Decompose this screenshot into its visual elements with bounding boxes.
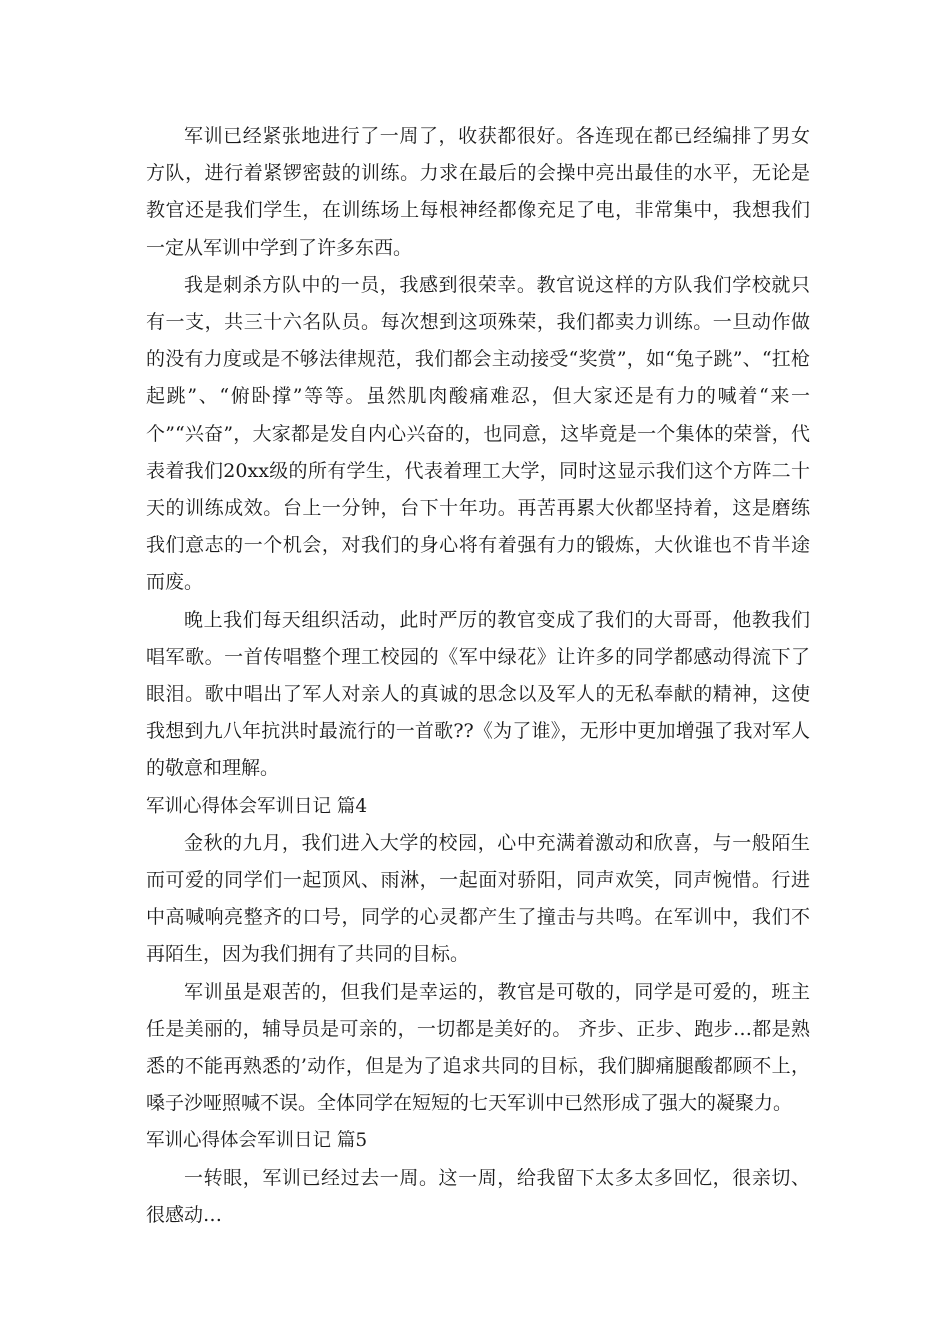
- paragraph-1: 军训已经紧张地进行了一周了，收获都很好。各连现在都已经编排了男女方队，进行着紧锣密鼓的训练。力求在最后的会操中亮出最佳的水平，无论是教官还是我们学生，在训练场上每根神经都像充足了电，非常集中，我想我们一定从军训中学到了许多东西。: [146, 125, 810, 259]
- paragraph-4: 金秋的九月，我们进入大学的校园，心中充满着激动和欣喜，与一般陌生而可爱的同学们一起顶风、雨淋，一起面对骄阳，同声欢笑，同声惋惜。行进中高喊响亮整齐的口号，同学的心灵都产生了撞击与共鸣。在军训中，我们不再陌生，因为我们拥有了共同的目标。: [146, 831, 810, 966]
- section-heading-5: 军训心得体会军训日记 篇5: [146, 1130, 368, 1152]
- paragraph-6: 一转眼，军训已经过去一周。这一周，给我留下太多太多回忆，很亲切、很感动…: [146, 1166, 810, 1226]
- document-body: [146, 118, 810, 1234]
- paragraph-3: 晚上我们每天组织活动，此时严厉的教官变成了我们的大哥哥，他教我们唱军歌。一首传唱整个理工校园的《军中绿花》让许多的同学都感动得流下了眼泪。歌中唱出了军人对亲人的真诚的思念以及军人的无私奉献的精神，这使我想到九八年抗洪时最流行的一首歌??《为了谁》，无形中更加增强了我对军人的敬意和理解。: [146, 608, 810, 780]
- section-heading-4: 军训心得体会军训日记 篇4: [146, 795, 368, 817]
- paragraph-5: 军训虽是艰苦的，但我们是幸运的，教官是可敬的，同学是可爱的，班主任是美丽的，辅导员是可亲的，一切都是美好的。 齐步、正步、跑步…都是熟悉的不能再熟悉的’动作，但是为了追求共同的目标，我们脚痛腿酸都顾不上，嗓子沙哑照喊不误。全体同学在短短的七天军训中已然形成了强大的凝聚力。: [146, 980, 810, 1115]
- paragraph-2: 我是刺杀方队中的一员，我感到很荣幸。教官说这样的方队我们学校就只有一支，共三十六名队员。每次想到这项殊荣，我们都卖力训练。一旦动作做的没有力度或是不够法律规范，我们都会主动接受“奖赏”，如“兔子跳”、“扛枪起跳”、“俯卧撑”等等。虽然肌肉酸痛难忍，但大家还是有力的喊着“来一个”“兴奋”，大家都是发自内心兴奋的，也同意，这毕竟是一个集体的荣誉，代表着我们20xx级的所有学生，代表着理工大学，同时这显示我们这个方阵二十天的训练成效。台上一分钟，台下十年功。再苦再累大伙都坚持着，这是磨练我们意志的一个机会，对我们的身心将有着强有力的锻炼，大伙谁也不肯半途而废。: [146, 273, 810, 594]
